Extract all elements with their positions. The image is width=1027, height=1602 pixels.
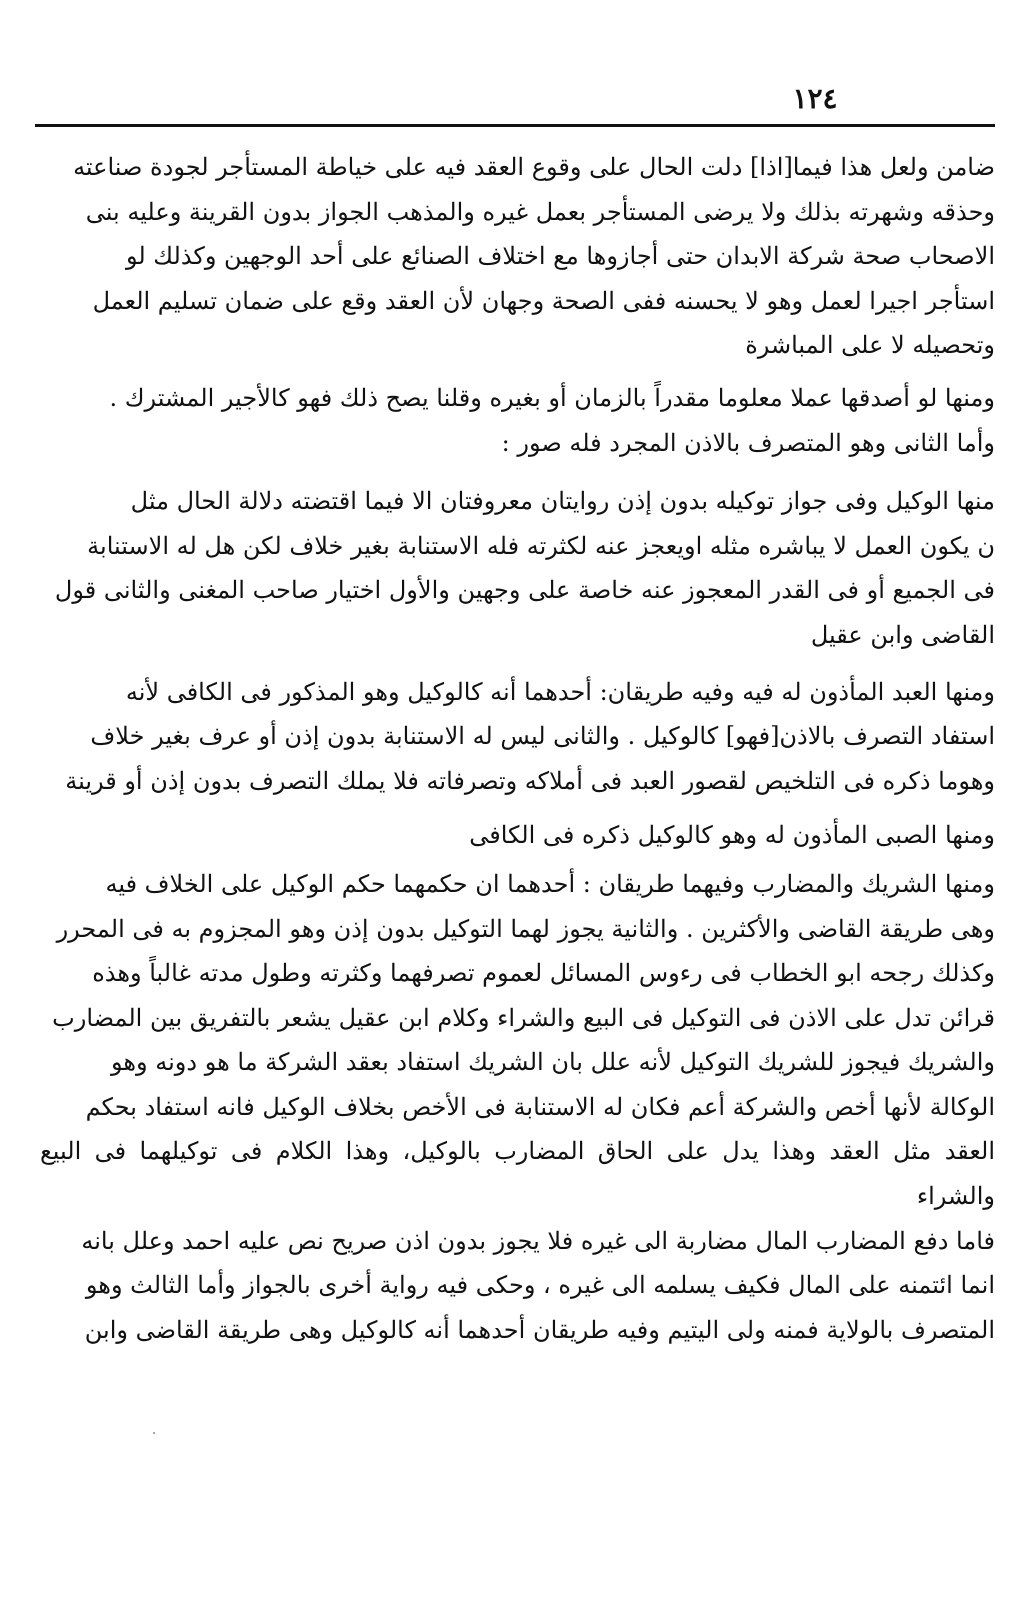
text-line: استفاد التصرف بالاذن[فهو] كالوكيل . والثانى ليس له الاستنابة بدون إذن أو عرف بغير خلاف	[90, 722, 995, 751]
text-line: وحذقه وشهرته بذلك ولا يرضى المستأجر بعمل غيره والمذهب الجواز بدون القرينة وعليه بنى	[85, 197, 995, 226]
text-line: وتحصيله لا على المباشرة	[745, 331, 995, 360]
text-line: استأجر اجيرا لعمل وهو لا يحسنه ففى الصحة وجهان لأن العقد وقع على ضمان تسليم العمل	[92, 286, 995, 315]
text-line: وهى طريقة القاضى والأكثرين . والثانية يجوز لهما التوكيل بدون إذن وهو المجزوم به فى المحرر	[56, 914, 995, 943]
text-line: المتصرف بالولاية فمنه ولى اليتيم وفيه طريقان أحدهما أنه كالوكيل وهى طريقة القاضى وابن	[84, 1315, 995, 1344]
text-line: ومنها لو أصدقها عملا معلوما مقدراً بالزمان أو بغيره وقلنا يصح ذلك فهو كالأجير المشترك .	[109, 383, 995, 412]
text-line: قرائن تدل على الاذن فى التوكيل فى البيع والشراء وكلام ابن عقيل يشعر بالتفريق بين المضارب	[52, 1003, 995, 1032]
text-line: الوكالة لأنها أخص والشركة أعم فكان له الاستنابة فى الأخص بخلاف الوكيل فانه استفاد بحكم	[85, 1092, 995, 1121]
text-line: انما ائتمنه على المال فكيف يسلمه الى غيره ، وحكى فيه رواية أخرى بالجواز وأما الثالث وهو	[85, 1271, 995, 1300]
text-line: وهوما ذكره فى التلخيص لقصور العبد فى أملاكه وتصرفاته فلا يملك التصرف بدون إذن أو قرينة	[65, 766, 995, 795]
paragraph-6	[40, 813, 995, 858]
page-number: ١٢٤	[792, 82, 838, 115]
text-line: العقد مثل العقد وهذا يدل على الحاق المضارب بالوكيل، وهذا الكلام فى توكيلهما فى البيع والشراء	[40, 1137, 995, 1211]
text-line: ومنها العبد المأذون له فيه وفيه طريقان: أحدهما أنه كالوكيل وهو المذكور فى الكافى لأنه	[125, 677, 995, 706]
paragraph-1	[40, 145, 995, 368]
paragraph-4	[40, 479, 995, 657]
text-line: ضامن ولعل هذا فيما[اذا] دلت الحال على وقوع العقد فيه على خياطة المستأجر لجودة صناعته	[73, 153, 995, 181]
stray-mark	[153, 1432, 155, 1434]
text-body	[40, 145, 995, 1352]
paragraph-7	[40, 862, 995, 1353]
text-line: الاصحاب صحة شركة الابدان حتى أجازوها مع اختلاف الصنائع على أحد الوجهين وكذلك لو	[125, 242, 995, 271]
header-rule	[35, 124, 995, 127]
paragraph-5	[40, 670, 995, 804]
text-line: ومنها الشريك والمضارب وفيهما طريقان : أحدهما ان حكمهما حكم الوكيل على الخلاف فيه	[105, 869, 995, 898]
text-line: فاما دفع المضارب المال مضاربة الى غيره فلا يجوز بدون اذن صريح نص عليه احمد وعلل بانه	[81, 1226, 995, 1255]
text-line: ومنها الصبى المأذون له وهو كالوكيل ذكره فى الكافى	[469, 821, 995, 850]
text-line: فى الجميع أو فى القدر المعجوز عنه خاصة على وجهين والأول اختيار صاحب المغنى والثانى قول	[54, 576, 995, 605]
text-line: القاضى وابن عقيل	[810, 620, 995, 649]
text-line: منها الوكيل وفى جواز توكيله بدون إذن روايتان معروفتان الا فيما اقتضته دلالة الحال مثل	[130, 487, 995, 516]
text-line: والشريك فيجوز للشريك التوكيل لأنه علل بان الشريك استفاد بعقد الشركة ما هو دونه وهو	[110, 1048, 995, 1077]
text-line: وكذلك رجحه ابو الخطاب فى رءوس المسائل لعموم تصرفهما وكثرته وطول مدته غالباً وهذه	[92, 959, 995, 988]
paragraph-2	[40, 376, 995, 421]
text-line: وأما الثانى وهو المتصرف بالاذن المجرد فله صور :	[501, 428, 995, 457]
text-line: ن يكون العمل لا يباشره مثله اويعجز عنه لكثرته فله الاستنابة بغير خلاف لكن هل له الاستنابة	[87, 531, 995, 560]
paragraph-3	[40, 421, 995, 466]
